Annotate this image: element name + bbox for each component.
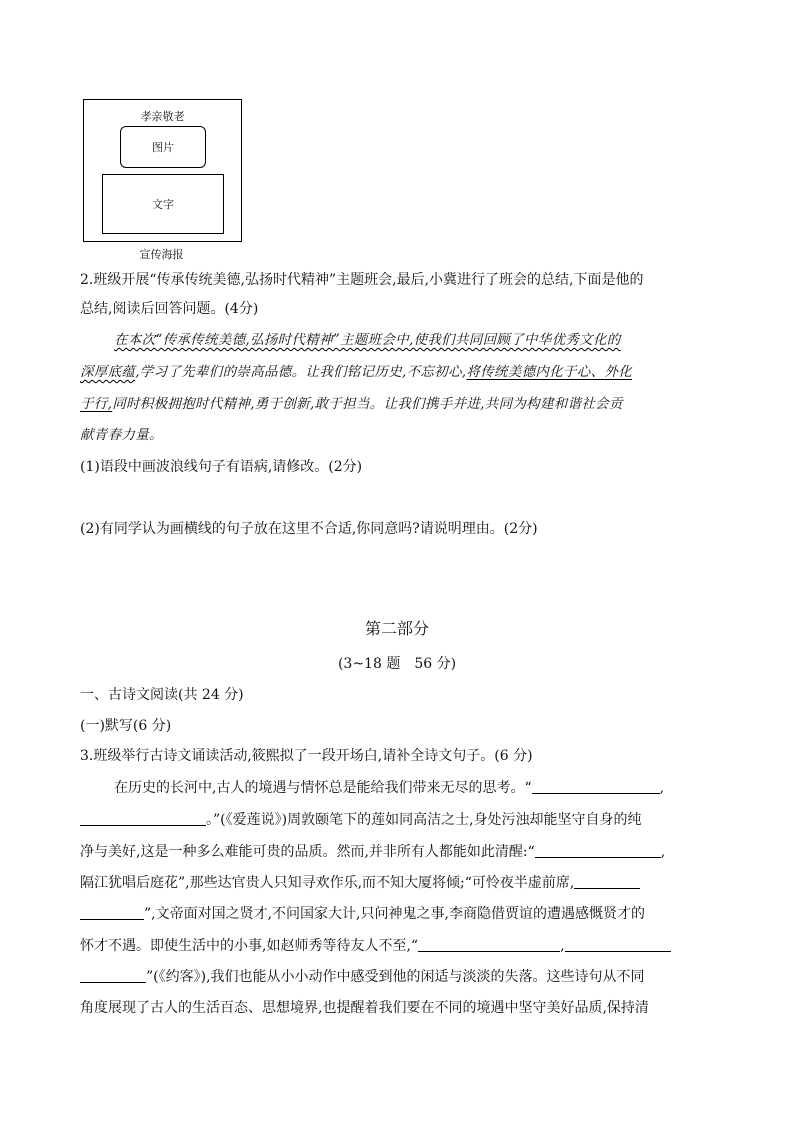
poster-text-label: 文字 — [152, 198, 174, 211]
answer-blank-3[interactable] — [535, 843, 661, 858]
q2-passage-line3 — [80, 394, 623, 414]
q3-text: ”(《约客》),我们也能从小小动作中感受到他的闲适与淡淡的失落。这些诗句从不同 — [146, 969, 645, 985]
poster-text-box — [102, 174, 224, 234]
poster-image-box — [120, 126, 206, 168]
answer-blank-4[interactable] — [574, 874, 640, 889]
section1-heading: 一、古诗文阅读(共 24 分) — [80, 687, 244, 703]
poster-caption: 宣传海报 — [139, 248, 184, 261]
q3-line6 — [80, 936, 671, 956]
q3-line3 — [80, 842, 665, 862]
answer-blank-6[interactable] — [565, 937, 671, 952]
q2-passage-line2 — [80, 362, 632, 382]
section1a-heading: (一)默写(6 分) — [80, 718, 172, 734]
part2-subtitle: (3~18 题 56 分) — [337, 656, 457, 672]
q3-stem: 3.班级举行古诗文诵读活动,筱熙拟了一段开场白,请补全诗文句子。(6 分) — [80, 748, 533, 764]
q3-text: , — [560, 938, 565, 954]
answer-blank-4b[interactable] — [80, 905, 144, 920]
answer-blank-6b[interactable] — [80, 968, 146, 983]
q3-line2 — [80, 810, 642, 830]
poster-image-label: 图片 — [152, 141, 174, 154]
passage-text: 同时积极拥抱时代精神,勇于创新,敢于担当。让我们携手并进,共同为构建和谐社会贡 — [112, 396, 623, 412]
answer-blank-5[interactable] — [418, 937, 560, 952]
q3-text: 隔江犹唱后庭花”,那些达官贵人只知寻欢作乐,而不知大厦将倾;“可怜夜半虚前席, — [80, 875, 575, 891]
q2-stem-line2: 总结,阅读后回答问题。(4分) — [80, 301, 259, 317]
q3-text: , — [660, 844, 666, 860]
q3-line4 — [80, 873, 640, 893]
q2-stem-line1: 2.班级开展“传承传统美德,弘扬时代精神”主题班会,最后,小冀进行了班会的总结,下面是他的 — [80, 272, 644, 288]
q3-line1 — [114, 778, 664, 798]
underlined-sentence-part1: 将传统美德内化于心、外化 — [466, 364, 632, 380]
poster-diagram — [83, 99, 242, 242]
answer-blank-1[interactable] — [532, 779, 660, 794]
passage-text: ,学习了先辈们的崇高品德。让我们铭记历史,不忘初心, — [135, 364, 467, 380]
part2-title: 第二部分 — [364, 619, 429, 638]
q3-text: , — [659, 780, 665, 796]
q3-text: 净与美好,这是一种多么难能可贵的品质。然而,并非所有人都能如此清醒:“ — [80, 844, 535, 860]
underlined-sentence-part2: 于行, — [80, 396, 113, 412]
q2-sub2: (2)有同学认为画横线的句子放在这里不合适,你同意吗?请说明理由。(2分) — [80, 521, 538, 537]
q3-line7 — [80, 967, 645, 987]
q3-text: 怀才不遇。即使生活中的小事,如赵师秀等待友人不至,“ — [80, 938, 419, 954]
q3-text: ”,文帝面对国之贤才,不问国家大计,只问神鬼之事,李商隐借贾谊的遭遇感慨贤才的 — [144, 906, 645, 922]
wavy-sentence-part1: 在本次“传承传统美德,弘扬时代精神”主题班会中,使我们共同回顾了中华优秀文化的 — [114, 332, 621, 348]
q3-line5 — [80, 904, 645, 924]
q2-sub1: (1)语段中画波浪线句子有语病,请修改。(2分) — [80, 459, 363, 475]
answer-blank-2[interactable] — [80, 811, 206, 826]
q2-passage-line4: 献青春力量。 — [80, 427, 163, 443]
q3-line8: 角度展现了古人的生活百态、思想境界,也提醒着我们要在不同的境遇中坚守美好品质,保持清 — [80, 1000, 649, 1016]
q3-text: 。”(《爱莲说》)周敦颐笔下的莲如同高洁之士,身处污浊却能坚守自身的纯 — [206, 812, 642, 828]
wavy-sentence-part2: 深厚底蕴 — [80, 364, 136, 380]
q2-passage-line1 — [114, 330, 621, 350]
q3-text: 在历史的长河中,古人的境遇与情怀总是能给我们带来无尽的思考。“ — [114, 780, 532, 796]
poster-title: 孝亲敬老 — [140, 110, 185, 123]
